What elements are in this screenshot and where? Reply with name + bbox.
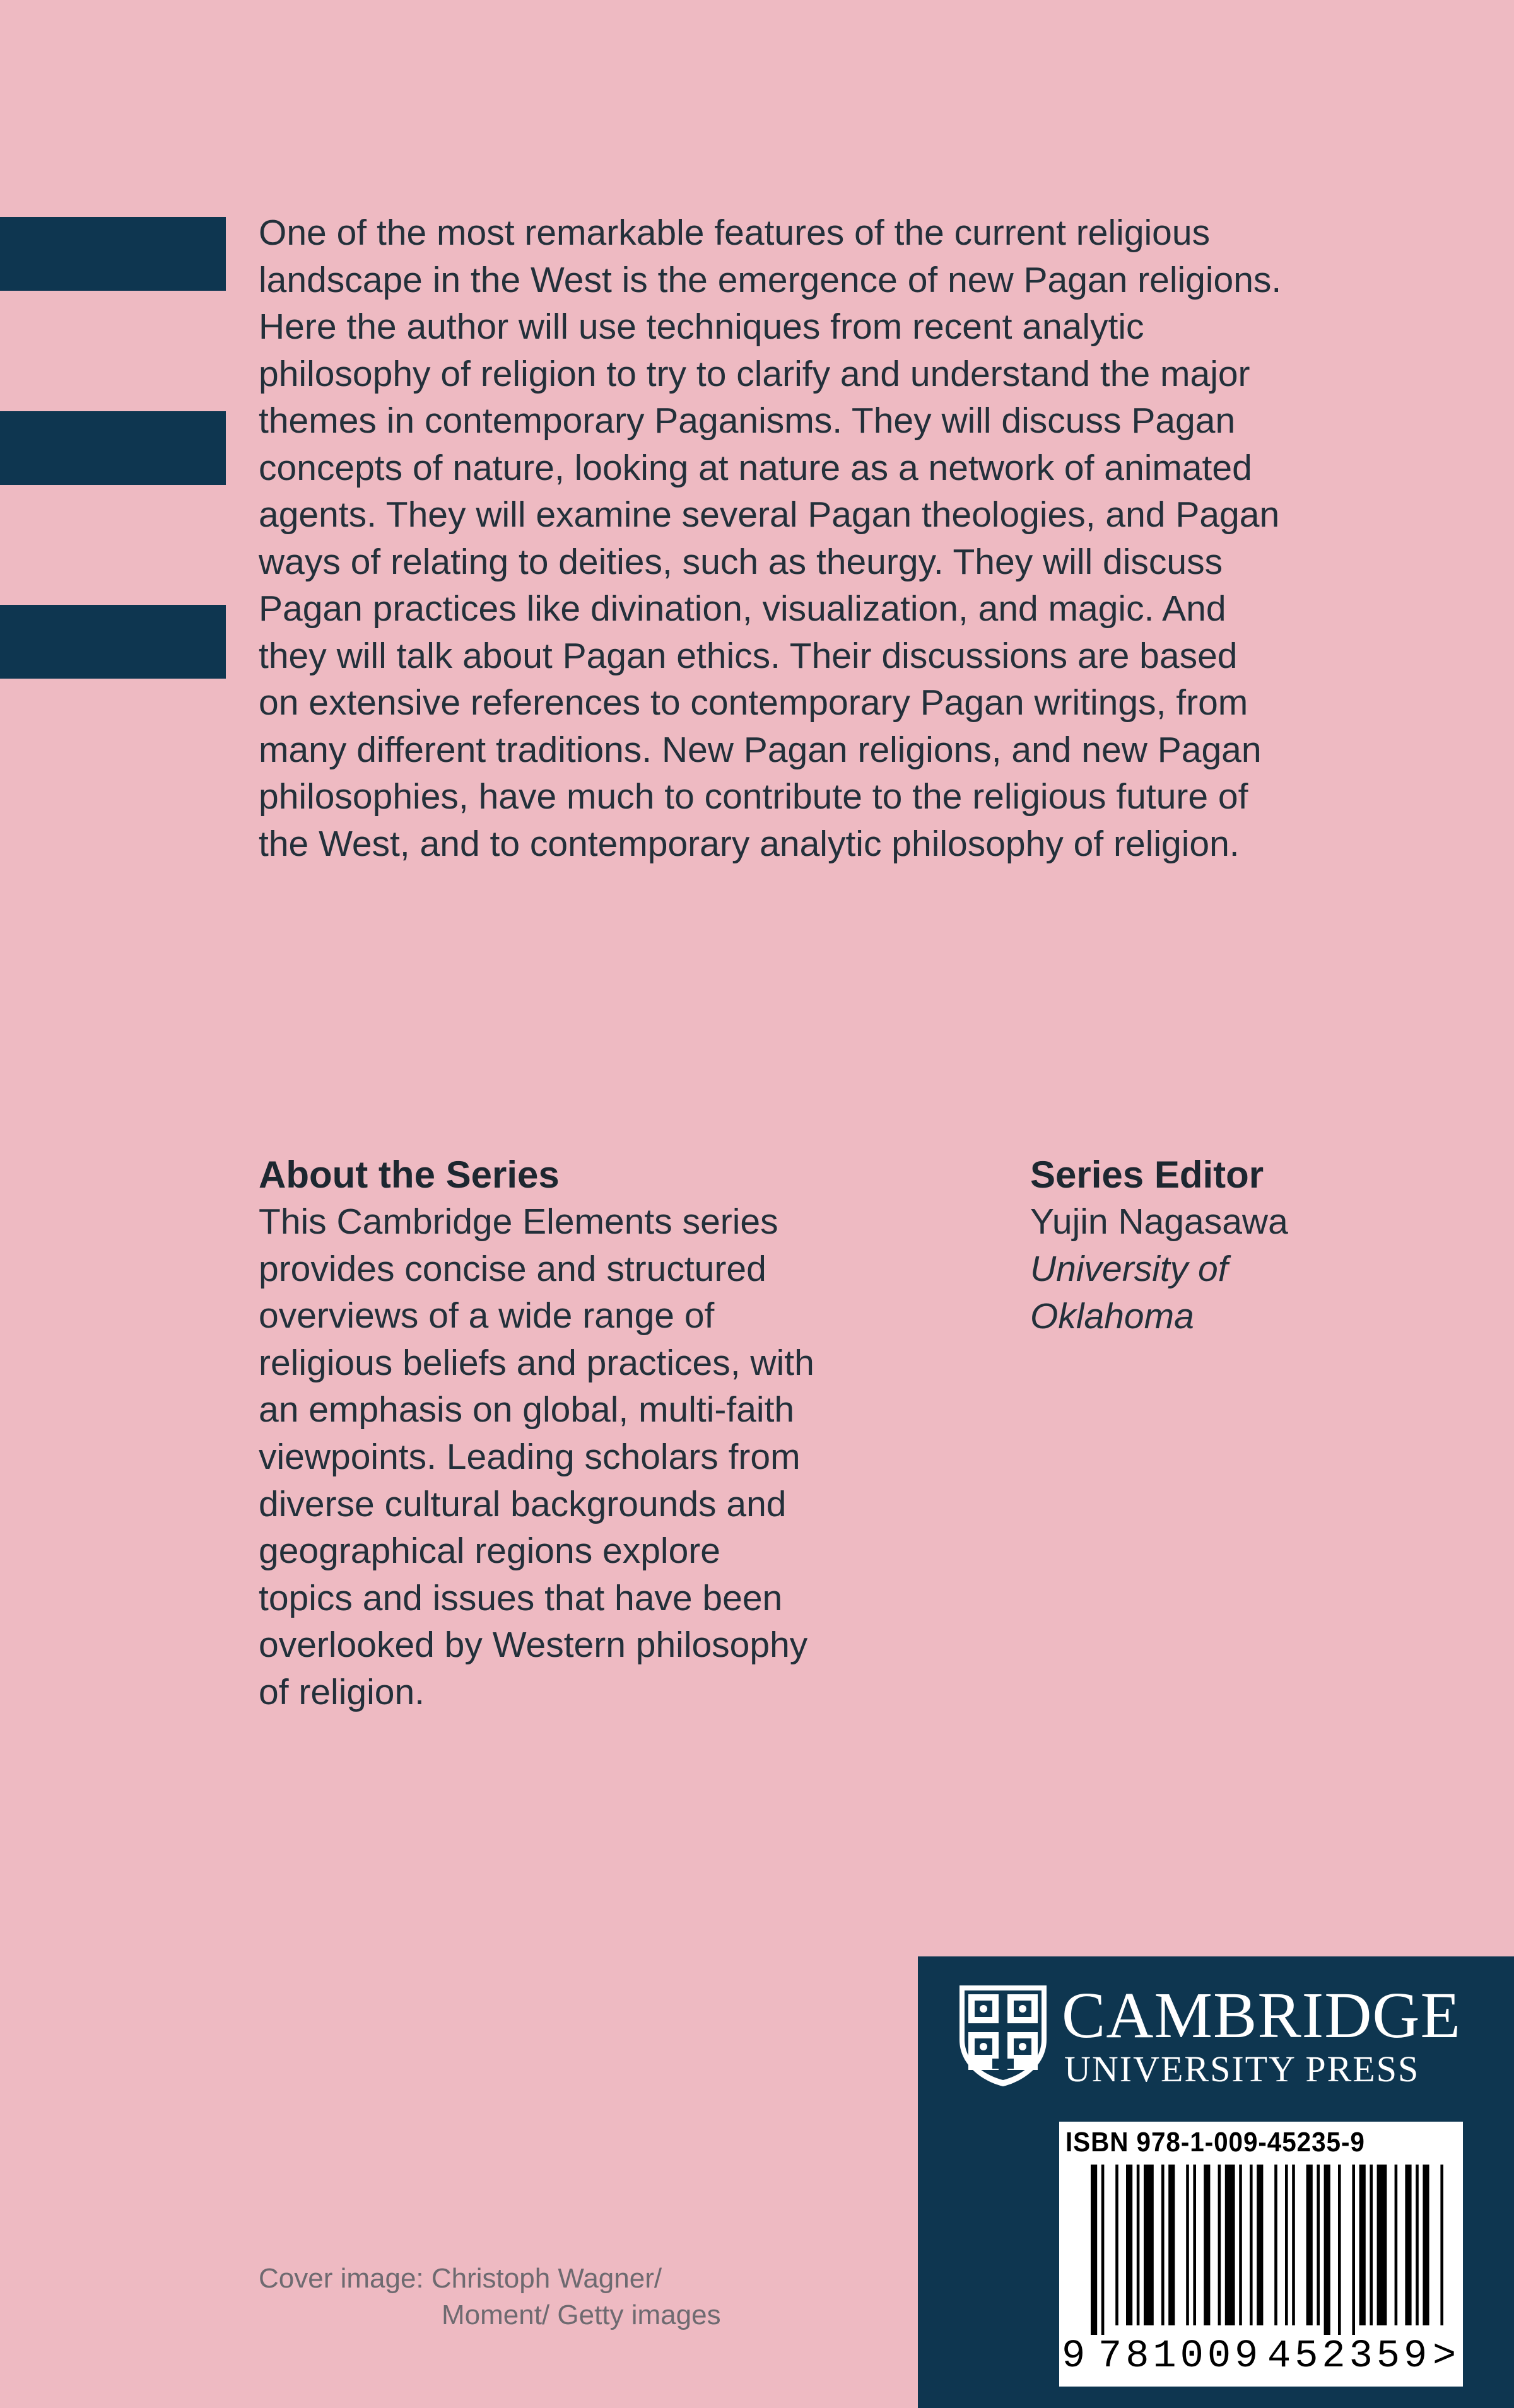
about-series-heading: About the Series (259, 1154, 560, 1196)
barcode-bar (1317, 2165, 1320, 2325)
decorative-bar-1 (0, 217, 226, 291)
barcode-bar (1324, 2165, 1330, 2335)
barcode-bar (1405, 2165, 1411, 2325)
barcode-bar (1352, 2165, 1355, 2335)
barcode-bar (1395, 2165, 1398, 2325)
series-editor-heading: Series Editor (1030, 1154, 1264, 1196)
barcode-bar (1225, 2165, 1235, 2325)
barcode-bar (1186, 2165, 1189, 2325)
barcode-bar (1257, 2165, 1263, 2325)
barcode-bar (1338, 2165, 1341, 2335)
barcode-bar (1137, 2165, 1140, 2325)
barcode-right-group: 452359 (1267, 2334, 1431, 2378)
barcode-bar (1359, 2165, 1366, 2325)
series-editor-name: Yujin Nagasawa (1030, 1201, 1288, 1242)
cambridge-crest-icon (956, 1982, 1050, 2089)
isbn-barcode (1059, 2122, 1463, 2387)
isbn-number: ISBN 978-1-009-45235-9 (1065, 2127, 1365, 2158)
barcode-first-digit: 9 (1062, 2334, 1086, 2378)
publisher-subname: UNIVERSITY PRESS (1064, 2049, 1420, 2089)
barcode-bar (1115, 2165, 1118, 2325)
barcode-bar (1250, 2165, 1253, 2325)
barcode-quiet-mark: > (1433, 2334, 1457, 2378)
decorative-bar-2 (0, 411, 226, 485)
barcode-bar (1416, 2165, 1419, 2325)
barcode-bar (1101, 2165, 1105, 2335)
cover-credit-line-1: Cover image: Christoph Wagner/ (259, 2263, 662, 2294)
decorative-bar-3 (0, 605, 226, 679)
barcode-bar (1168, 2165, 1175, 2325)
barcode-bar (1370, 2165, 1373, 2325)
barcode-bar (1274, 2165, 1277, 2325)
barcode-left-group: 781009 (1098, 2334, 1262, 2378)
barcode-bar (1091, 2165, 1097, 2335)
cover-credit-line-2: Moment/ Getty images (442, 2300, 721, 2330)
about-series-text: This Cambridge Elements series provides concise and structured overviews of a wide range of religious beliefs and practices, with an emphasis on global, multi-faith viewpoints. Leading scholars from diverse cultural backgrounds and geographical regions explore topics and issues that have been overlooked by Western philosophy of religion. (259, 1201, 814, 1712)
barcode-bar (1126, 2165, 1132, 2325)
book-blurb: One of the most remarkable features of the current religious landscape in the West is the emergence of new Pagan religions. Here the author will use techniques from recent analytic philosophy of religion to try to clarify and understand the major themes in contemporary Paganisms. They will discuss Pagan concepts of nature, looking at nature as a network of animated agents. They will examine several Pagan theologies, and Pagan ways of relating to deities, such as theurgy. They will discuss Pagan practices like divination, visualization, and magic. And they will talk about Pagan ethics. Their discussions are based on extensive references to contemporary Pagan writings, from many different traditions. New Pagan religions, and new Pagan philosophies, have much to contribute to the religious future of the West, and to contemporary analytic philosophy of religion. (259, 213, 1282, 864)
series-editor-affiliation: University of Oklahoma (1030, 1249, 1228, 1336)
barcode-bar (1204, 2165, 1210, 2325)
barcode-bar (1218, 2165, 1221, 2325)
barcode-bar (1161, 2165, 1165, 2325)
cover-image-credit (259, 2260, 826, 2334)
barcode-bar (1440, 2165, 1443, 2325)
publisher-name: CAMBRIDGE (1062, 1979, 1462, 2052)
publisher-panel (918, 1956, 1514, 2408)
barcode-bar (1239, 2165, 1242, 2325)
barcode-bar (1193, 2165, 1196, 2325)
barcode-bar (1423, 2165, 1429, 2325)
barcode-bar (1292, 2165, 1295, 2325)
barcode-bars (1065, 2165, 1457, 2335)
barcode-bar (1306, 2165, 1313, 2325)
barcode-bar (1377, 2165, 1387, 2325)
barcode-bar (1285, 2165, 1288, 2325)
barcode-digits (1059, 2334, 1463, 2379)
barcode-bar (1144, 2165, 1154, 2325)
